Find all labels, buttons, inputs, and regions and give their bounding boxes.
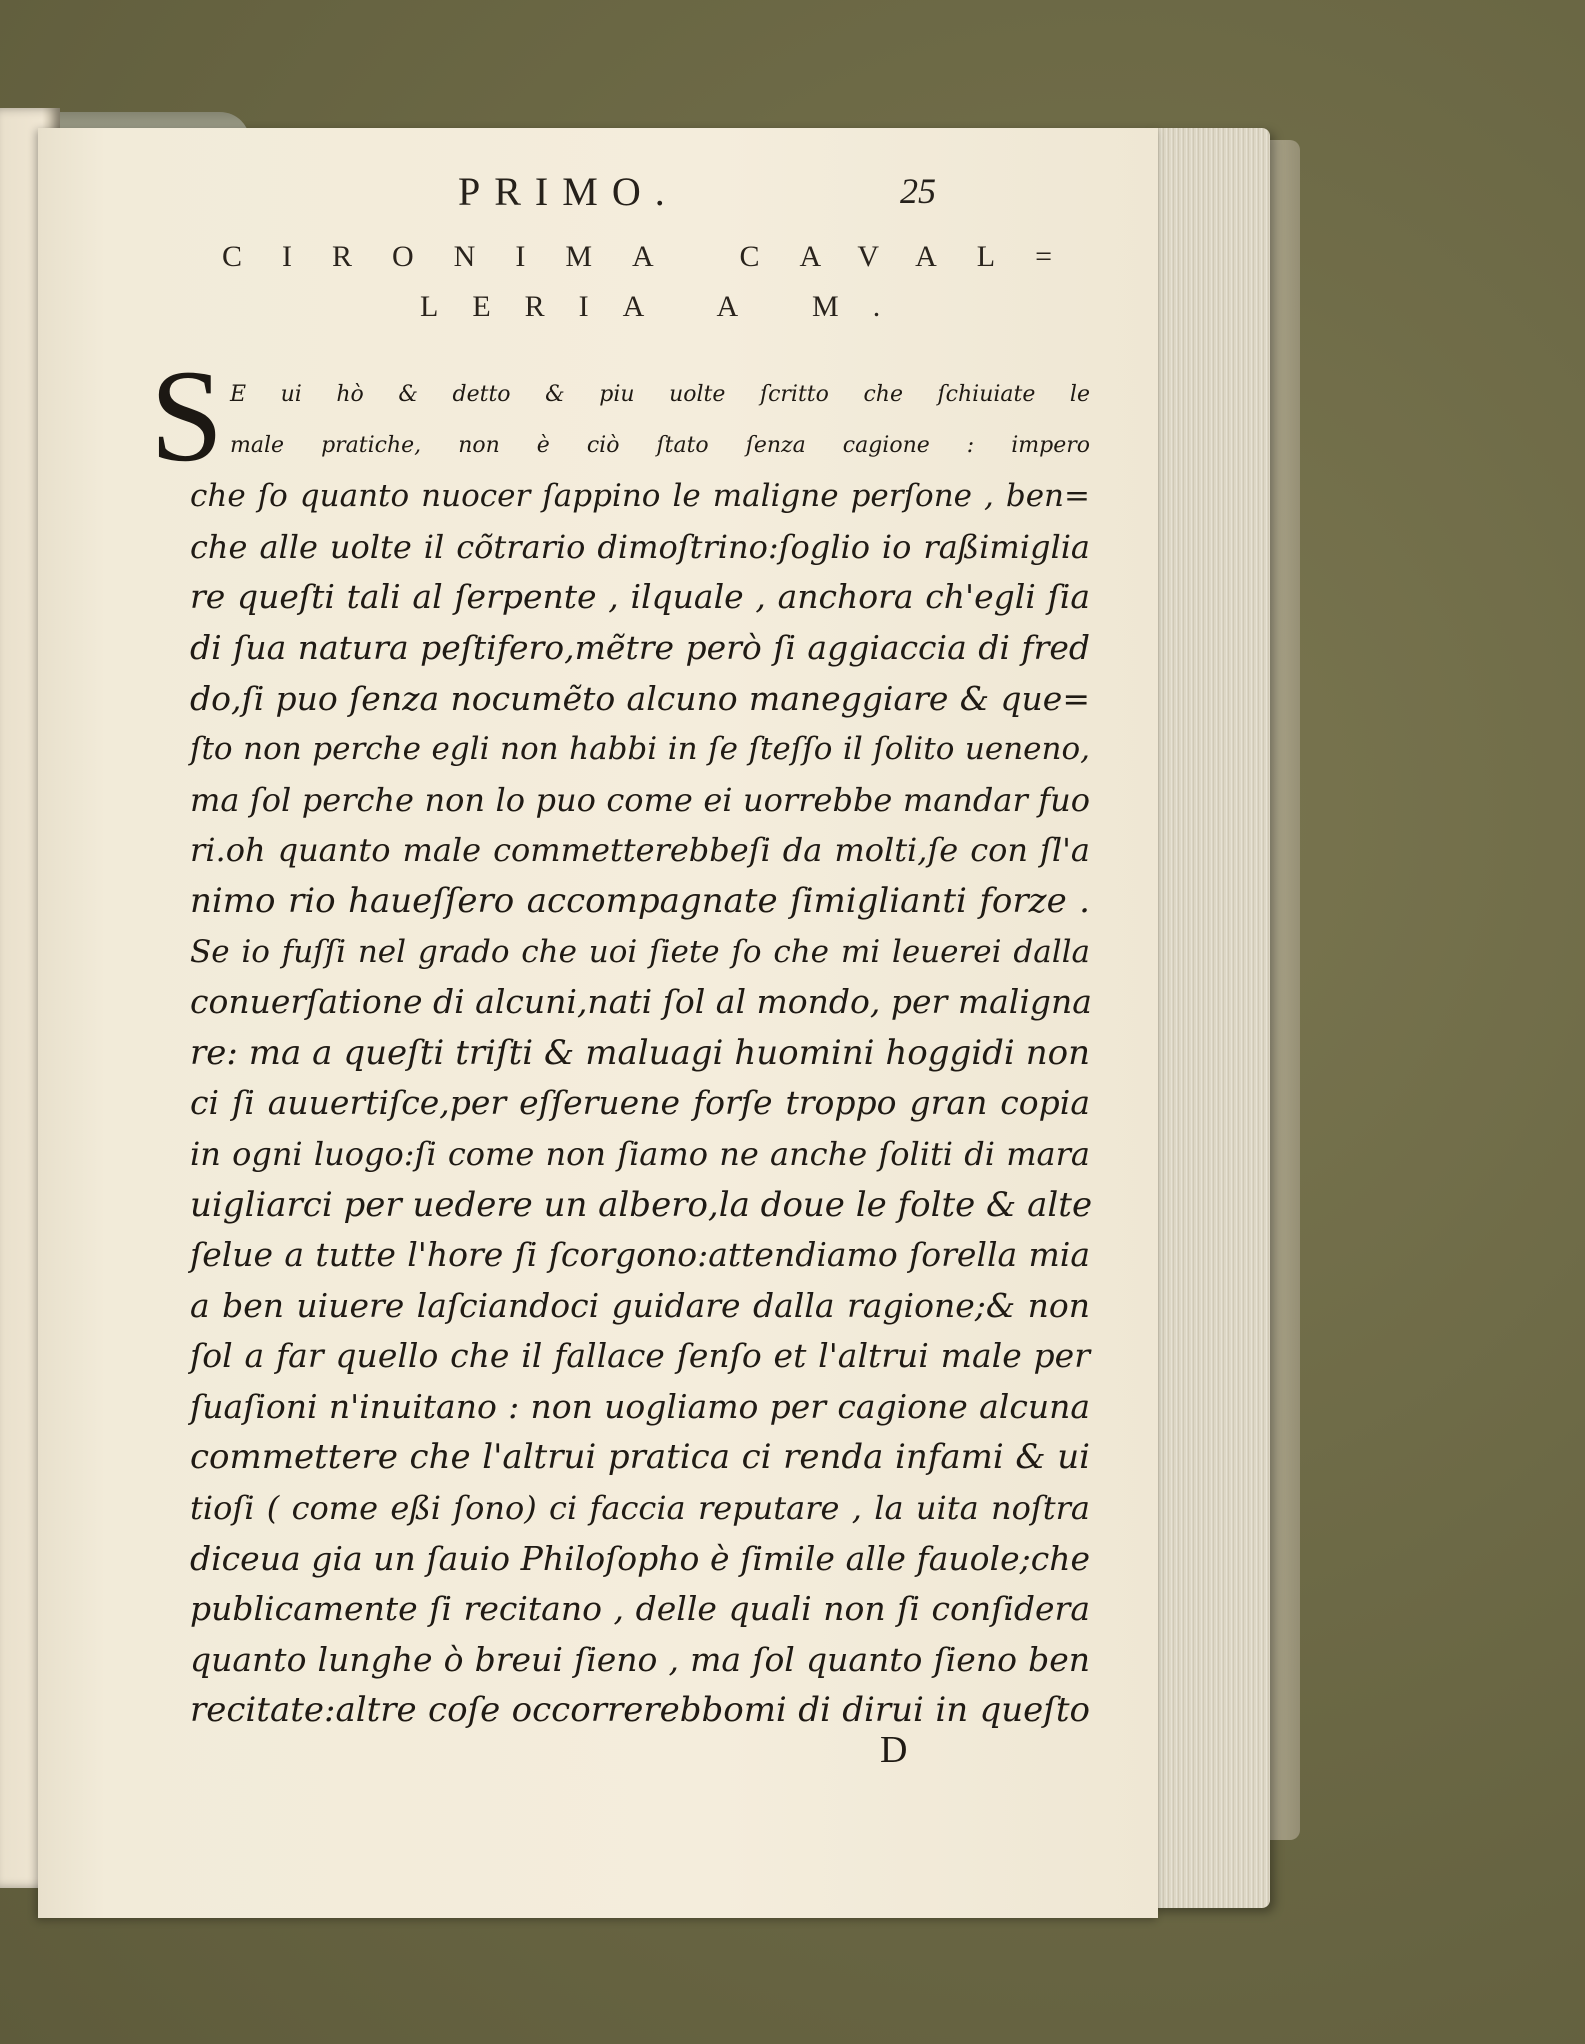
signature-mark: D [880,1729,908,1771]
text-line: Se io fuſſi nel grado che uoi ſiete ſo che mi leuerei dalla [190,933,1090,970]
body-text [190,370,1093,1736]
text-line: nimo rio haueſſero accompagnate ſimiglianti forze . [190,880,1090,921]
text-line: quanto lunghe ò breui ſieno , ma ſol quanto ſieno ben [190,1639,1090,1679]
text-line: uigliarci per uedere un albero,la doue le folte & alte [190,1184,1093,1225]
letter-heading-line-2: LERIA A M. [420,290,915,323]
text-line: re: ma a queſti triſti & maluagi huomini hoggidi non [190,1032,1090,1073]
text-line: commettere che l'altrui pratica ci renda infami & ui [190,1437,1090,1478]
text-line: re queſti tali al ſerpente , ilquale , anchora ch'egli ſia [190,577,1090,617]
book-page [38,128,1158,1918]
text-line: publicamente ſi recitano , delle quali non ſi conſidera [190,1589,1090,1629]
text-line: E ui hò & detto & piu uolte ſcritto che ſchiuiate le [230,382,1090,407]
page-block-edges [1150,128,1270,1908]
text-line: male pratiche, non è ciò ſtato ſenza cagione : impero [230,432,1090,458]
text-line: ri.oh quanto male commetterebbeſi da molti,ſe con ſl'a [190,831,1090,870]
text-line: tioſi ( come eßi ſono) ci faccia reputare , la uita noſtra [190,1489,1090,1528]
text-line: do,ſi puo ſenza nocumẽto alcuno maneggiare & que= [190,678,1090,718]
text-line: conuerſatione di alcuni,nati ſol al mondo, per maligna [190,982,1092,1022]
running-head: PRIMO. [458,169,679,214]
text-line: a ben uiuere laſciandoci guidare dalla ragione;& non [190,1285,1090,1325]
drop-initial: S [150,342,224,489]
text-line: diceua gia un ſauio Philoſopho è ſimile alle fauole;che [190,1538,1090,1578]
text-line: recitate:altre coſe occorrerebbomi di dirui in queſto [190,1690,1090,1731]
text-line: ſto non perche egli non habbi in ſe ſteſſo il ſolito ueneno, [190,731,1090,768]
text-line: ſelue a tutte l'hore ſi ſcorgono:attendiamo ſorella mia [190,1235,1090,1275]
text-line: in ogni luogo:ſi come non ſiamo ne anche ſoliti di mara [190,1134,1090,1173]
text-line: che ſo quanto nuocer ſappino le maligne perſone , ben= [190,478,1090,515]
text-line: ci ſi auuertiſce,per eſſeruene forſe troppo gran copia [190,1083,1090,1123]
letter-heading-line-1: CIRONIMA CAVAL= [222,240,1093,273]
text-line: ma ſol perche non lo puo come ei uorrebbe mandar fuo [190,780,1090,819]
text-line: ſol a far quello che il fallace ſenſo et l'altrui male per [190,1336,1090,1376]
text-line: che alle uolte il cõtrario dimoſtrino:ſoglio io raßimiglia [190,527,1090,566]
text-line: di ſua natura peſtifero,mẽtre però ſi aggiaccia di fred [190,627,1090,667]
page-number: 25 [900,171,936,211]
text-line: ſuaſioni n'inuitano : non uogliamo per cagione alcuna [190,1386,1090,1426]
